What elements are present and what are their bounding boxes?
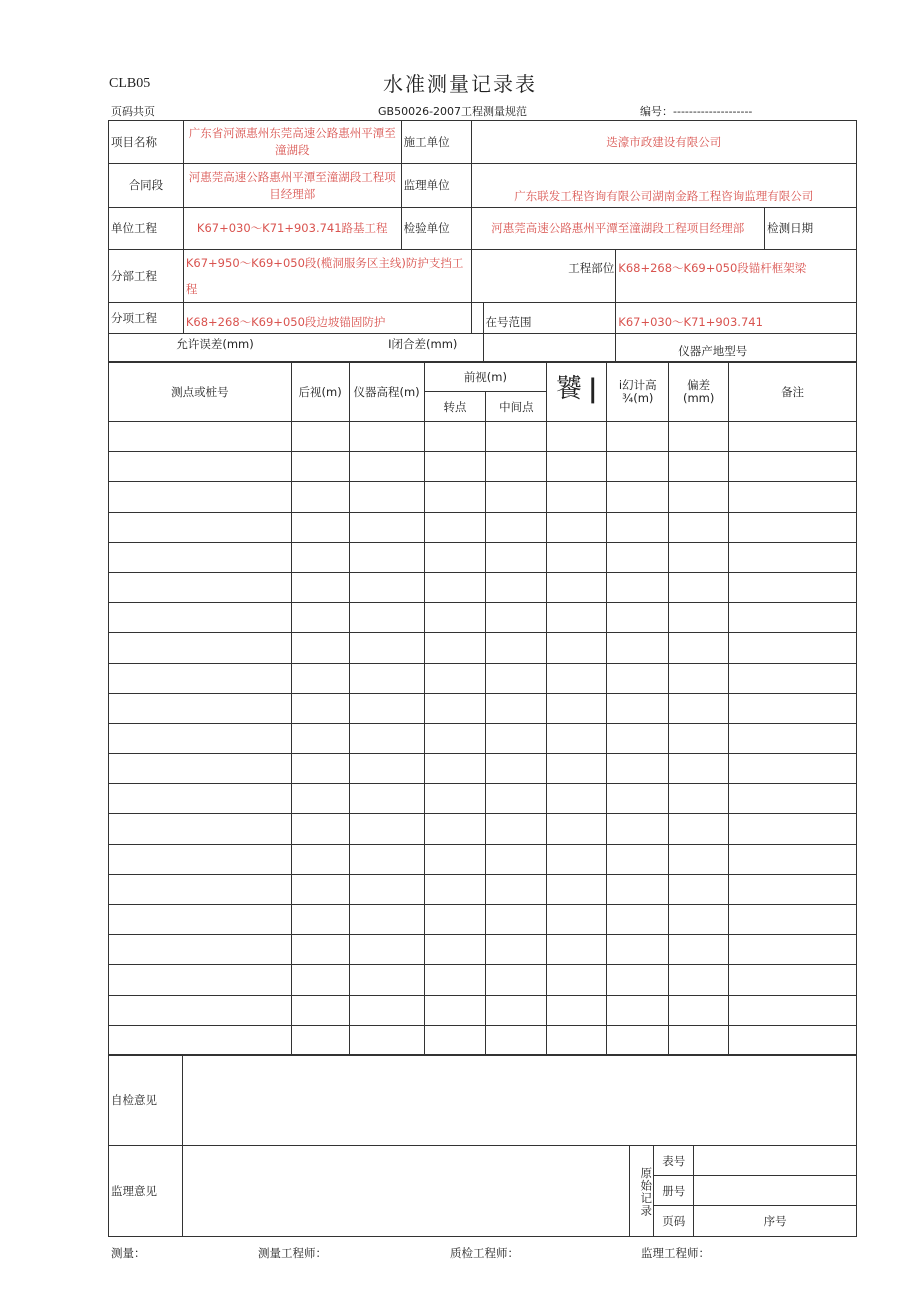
table-cell[interactable] bbox=[349, 874, 424, 904]
qc-engineer-signature: 质检工程师： bbox=[450, 1246, 519, 1260]
table-cell[interactable] bbox=[607, 784, 669, 814]
table-cell[interactable] bbox=[109, 995, 292, 1025]
table-cell[interactable] bbox=[729, 784, 857, 814]
supervision-opinion-value[interactable] bbox=[182, 1146, 629, 1237]
table-cell[interactable] bbox=[486, 965, 547, 995]
table-cell[interactable] bbox=[291, 935, 349, 965]
table-cell[interactable] bbox=[669, 935, 729, 965]
table-cell[interactable] bbox=[607, 542, 669, 572]
table-cell[interactable] bbox=[349, 633, 424, 663]
table-cell[interactable] bbox=[607, 844, 669, 874]
col-deviation: 偏差 (mm) bbox=[669, 362, 729, 422]
table-cell[interactable] bbox=[547, 452, 607, 482]
table-cell[interactable] bbox=[424, 995, 486, 1025]
table-cell[interactable] bbox=[607, 965, 669, 995]
col-remarks: 备注 bbox=[729, 362, 857, 422]
table-cell[interactable] bbox=[607, 482, 669, 512]
table-cell[interactable] bbox=[486, 935, 547, 965]
table-cell[interactable] bbox=[424, 693, 486, 723]
table-cell[interactable] bbox=[607, 452, 669, 482]
table-cell[interactable] bbox=[607, 603, 669, 633]
table-row bbox=[109, 603, 857, 633]
table-cell[interactable] bbox=[729, 512, 857, 542]
table-cell[interactable] bbox=[729, 754, 857, 784]
station-range-label: 在号范围 bbox=[483, 303, 616, 334]
info-table bbox=[108, 120, 857, 363]
table-cell[interactable] bbox=[291, 844, 349, 874]
table-cell[interactable] bbox=[669, 603, 729, 633]
table-cell[interactable] bbox=[669, 693, 729, 723]
table-cell[interactable] bbox=[349, 995, 424, 1025]
form-number bbox=[640, 103, 752, 119]
table-cell[interactable] bbox=[729, 452, 857, 482]
table-cell[interactable] bbox=[607, 422, 669, 452]
table-cell[interactable] bbox=[291, 422, 349, 452]
table-cell[interactable] bbox=[729, 633, 857, 663]
table-row bbox=[109, 844, 857, 874]
table-cell[interactable] bbox=[547, 754, 607, 784]
table-cell[interactable] bbox=[109, 723, 292, 753]
table-cell[interactable] bbox=[424, 482, 486, 512]
table-cell[interactable] bbox=[547, 512, 607, 542]
table-row bbox=[109, 512, 857, 542]
table-cell[interactable] bbox=[547, 603, 607, 633]
location-value[interactable]: K68+268～K69+050段锚杆框架梁 bbox=[616, 250, 857, 303]
closure-error-label: I闭合差(mm) bbox=[401, 334, 483, 363]
table-cell[interactable] bbox=[486, 603, 547, 633]
table-cell[interactable] bbox=[486, 723, 547, 753]
table-cell[interactable] bbox=[729, 995, 857, 1025]
table-cell[interactable] bbox=[729, 1025, 857, 1055]
table-cell[interactable] bbox=[349, 693, 424, 723]
table-cell[interactable] bbox=[291, 965, 349, 995]
table-cell[interactable] bbox=[729, 905, 857, 935]
inspection-unit-label: 检验单位 bbox=[401, 208, 471, 250]
table-cell[interactable] bbox=[669, 995, 729, 1025]
table-cell[interactable] bbox=[424, 754, 486, 784]
table-cell[interactable] bbox=[349, 1025, 424, 1055]
table-cell[interactable] bbox=[669, 572, 729, 602]
table-row bbox=[109, 995, 857, 1025]
table-cell[interactable] bbox=[729, 723, 857, 753]
table-cell[interactable] bbox=[729, 482, 857, 512]
table-row bbox=[109, 874, 857, 904]
table-cell[interactable] bbox=[729, 422, 857, 452]
table-cell[interactable] bbox=[349, 422, 424, 452]
table-cell[interactable] bbox=[291, 905, 349, 935]
table-cell[interactable] bbox=[291, 723, 349, 753]
table-cell[interactable] bbox=[607, 874, 669, 904]
table-cell[interactable] bbox=[669, 1025, 729, 1055]
table-cell[interactable] bbox=[291, 512, 349, 542]
table-cell[interactable] bbox=[547, 935, 607, 965]
table-cell[interactable] bbox=[486, 572, 547, 602]
table-cell[interactable] bbox=[547, 874, 607, 904]
table-cell[interactable] bbox=[349, 814, 424, 844]
standard-reference: GB50026-2007工程测量规范 bbox=[378, 105, 528, 118]
table-cell[interactable] bbox=[349, 603, 424, 633]
table-cell[interactable] bbox=[291, 452, 349, 482]
table-cell[interactable] bbox=[109, 572, 292, 602]
table-cell[interactable] bbox=[486, 482, 547, 512]
table-cell[interactable] bbox=[424, 633, 486, 663]
col-backsight: 后视(m) bbox=[291, 362, 349, 422]
table-cell[interactable] bbox=[424, 603, 486, 633]
table-cell[interactable] bbox=[547, 784, 607, 814]
survey-engineer-signature: 测量工程师： bbox=[258, 1246, 327, 1260]
table-row bbox=[109, 452, 857, 482]
table-cell[interactable] bbox=[486, 995, 547, 1025]
table-cell[interactable] bbox=[547, 422, 607, 452]
table-cell[interactable] bbox=[349, 572, 424, 602]
seq-label: 序号 bbox=[694, 1206, 857, 1237]
table-cell[interactable] bbox=[547, 844, 607, 874]
inspection-date-label: 检测日期 bbox=[765, 208, 857, 250]
table-cell[interactable] bbox=[291, 693, 349, 723]
table-cell[interactable] bbox=[486, 693, 547, 723]
supervision-unit-label: 监理单位 bbox=[401, 164, 471, 208]
contract-label: 合同段 bbox=[109, 164, 184, 208]
table-cell[interactable] bbox=[349, 935, 424, 965]
table-cell[interactable] bbox=[547, 995, 607, 1025]
table-cell[interactable] bbox=[109, 633, 292, 663]
table-cell[interactable] bbox=[109, 905, 292, 935]
table-cell[interactable] bbox=[291, 482, 349, 512]
table-cell[interactable] bbox=[486, 814, 547, 844]
table-cell[interactable] bbox=[486, 874, 547, 904]
table-cell[interactable] bbox=[424, 1025, 486, 1055]
table-cell[interactable] bbox=[291, 572, 349, 602]
table-cell[interactable] bbox=[729, 935, 857, 965]
measurement-table bbox=[108, 361, 857, 1056]
table-cell[interactable] bbox=[729, 663, 857, 693]
table-row bbox=[109, 422, 857, 452]
table-cell[interactable] bbox=[291, 784, 349, 814]
subitem-value[interactable]: K68+268～K69+050段边坡锚固防护 bbox=[183, 303, 471, 334]
table-row bbox=[109, 754, 857, 784]
table-cell[interactable] bbox=[291, 1025, 349, 1055]
unit-project-value[interactable]: K67+030～K71+903.741路基工程 bbox=[183, 208, 401, 250]
table-cell[interactable] bbox=[669, 965, 729, 995]
table-cell[interactable] bbox=[349, 754, 424, 784]
table-cell[interactable] bbox=[291, 633, 349, 663]
table-cell[interactable] bbox=[109, 844, 292, 874]
table-cell[interactable] bbox=[349, 723, 424, 753]
table-cell[interactable] bbox=[486, 512, 547, 542]
page-info: 页码共页 bbox=[111, 105, 155, 118]
supervision-unit-value[interactable]: 广东联发工程咨询有限公司湖南金路工程咨询监理有限公司 bbox=[471, 164, 856, 208]
project-name-value[interactable]: 广东省河源惠州东莞高速公路惠州平潭至潼湖段 bbox=[183, 121, 401, 164]
table-cell[interactable] bbox=[547, 482, 607, 512]
opinion-table bbox=[108, 1054, 857, 1237]
table-cell[interactable] bbox=[607, 754, 669, 784]
table-cell[interactable] bbox=[729, 874, 857, 904]
table-cell[interactable] bbox=[669, 422, 729, 452]
table-cell[interactable] bbox=[486, 844, 547, 874]
table-cell[interactable] bbox=[547, 542, 607, 572]
table-row bbox=[109, 542, 857, 572]
table-cell[interactable] bbox=[291, 542, 349, 572]
allowed-error-label: 允许误差(mm) bbox=[109, 334, 402, 363]
table-cell[interactable] bbox=[291, 814, 349, 844]
table-cell[interactable] bbox=[424, 452, 486, 482]
table-cell[interactable] bbox=[349, 542, 424, 572]
table-row bbox=[109, 814, 857, 844]
table-cell[interactable] bbox=[109, 482, 292, 512]
table-cell[interactable] bbox=[669, 542, 729, 572]
table-cell[interactable] bbox=[109, 935, 292, 965]
table-cell[interactable] bbox=[607, 1025, 669, 1055]
table-cell[interactable] bbox=[669, 814, 729, 844]
table-cell[interactable] bbox=[349, 452, 424, 482]
table-cell[interactable] bbox=[424, 784, 486, 814]
table-cell[interactable] bbox=[109, 965, 292, 995]
table-cell[interactable] bbox=[547, 814, 607, 844]
table-cell[interactable] bbox=[729, 693, 857, 723]
table-cell[interactable] bbox=[729, 965, 857, 995]
table-cell[interactable] bbox=[424, 905, 486, 935]
table-cell[interactable] bbox=[349, 784, 424, 814]
table-cell[interactable] bbox=[424, 844, 486, 874]
table-row bbox=[109, 482, 857, 512]
col-design-height: i幻计高 ¾(m) bbox=[607, 362, 669, 422]
table-cell[interactable] bbox=[669, 663, 729, 693]
table-cell[interactable] bbox=[729, 542, 857, 572]
project-name-label: 项目名称 bbox=[109, 121, 184, 164]
page-label: 页码 bbox=[654, 1206, 694, 1237]
table-cell[interactable] bbox=[109, 452, 292, 482]
table-cell[interactable] bbox=[109, 754, 292, 784]
location-label: 工程部位 bbox=[471, 250, 616, 303]
table-cell[interactable] bbox=[424, 814, 486, 844]
surveyor-signature: 测量： bbox=[111, 1246, 146, 1260]
table-cell[interactable] bbox=[349, 844, 424, 874]
table-row bbox=[109, 693, 857, 723]
instrument-label: 仪器产地型号 bbox=[616, 334, 857, 363]
table-cell[interactable] bbox=[486, 754, 547, 784]
table-row bbox=[109, 1025, 857, 1055]
station-range-value[interactable]: K67+030～K71+903.741 bbox=[616, 303, 857, 334]
table-cell[interactable] bbox=[109, 784, 292, 814]
table-cell[interactable] bbox=[607, 723, 669, 753]
table-cell[interactable] bbox=[109, 1025, 292, 1055]
table-row bbox=[109, 965, 857, 995]
table-cell[interactable] bbox=[349, 512, 424, 542]
table-row bbox=[109, 572, 857, 602]
table-cell[interactable] bbox=[349, 965, 424, 995]
table-cell[interactable] bbox=[669, 482, 729, 512]
table-cell[interactable] bbox=[669, 874, 729, 904]
table-cell[interactable] bbox=[607, 633, 669, 663]
table-cell[interactable] bbox=[486, 633, 547, 663]
table-cell[interactable] bbox=[109, 422, 292, 452]
table-cell[interactable] bbox=[547, 1025, 607, 1055]
table-cell[interactable] bbox=[486, 784, 547, 814]
col-foresight: 前视(m) bbox=[424, 362, 547, 392]
table-cell[interactable] bbox=[291, 663, 349, 693]
table-cell[interactable] bbox=[669, 452, 729, 482]
page-title: 水准测量记录表 bbox=[383, 72, 537, 96]
self-check-value[interactable] bbox=[182, 1055, 856, 1146]
table-cell[interactable] bbox=[607, 512, 669, 542]
data-rows bbox=[109, 422, 857, 1056]
spacer-cell bbox=[471, 303, 483, 334]
table-cell[interactable] bbox=[109, 542, 292, 572]
division-value[interactable]: K67+950～K69+050段(榄洞服务区主线)防护支挡工程 bbox=[183, 250, 471, 303]
form-no-label: 表号 bbox=[654, 1146, 694, 1176]
self-check-label: 自检意见 bbox=[109, 1055, 183, 1146]
table-row bbox=[109, 663, 857, 693]
table-cell[interactable] bbox=[669, 784, 729, 814]
table-cell[interactable] bbox=[729, 572, 857, 602]
form-code: CLB05 bbox=[109, 76, 151, 91]
table-cell[interactable] bbox=[291, 603, 349, 633]
table-cell[interactable] bbox=[486, 452, 547, 482]
table-cell[interactable] bbox=[291, 995, 349, 1025]
table-cell[interactable] bbox=[424, 512, 486, 542]
table-cell[interactable] bbox=[607, 693, 669, 723]
supervision-opinion-label: 监理意见 bbox=[109, 1146, 183, 1237]
table-cell[interactable] bbox=[109, 874, 292, 904]
table-cell[interactable] bbox=[669, 754, 729, 784]
table-cell[interactable] bbox=[291, 754, 349, 784]
table-cell[interactable] bbox=[486, 663, 547, 693]
table-cell[interactable] bbox=[424, 542, 486, 572]
inspection-unit-value[interactable]: 河惠莞高速公路惠州平潭至潼湖段工程项目经理部 bbox=[471, 208, 765, 250]
table-cell[interactable] bbox=[424, 965, 486, 995]
col-intermediate-point: 中间点 bbox=[486, 392, 547, 422]
table-row bbox=[109, 935, 857, 965]
table-cell[interactable] bbox=[547, 723, 607, 753]
table-cell[interactable] bbox=[729, 844, 857, 874]
unit-project-label: 单位工程 bbox=[109, 208, 184, 250]
table-cell[interactable] bbox=[607, 572, 669, 602]
col-glyph: 饕 | bbox=[547, 362, 607, 422]
book-no-label: 册号 bbox=[654, 1176, 694, 1206]
table-cell[interactable] bbox=[729, 603, 857, 633]
table-cell[interactable] bbox=[669, 905, 729, 935]
table-cell[interactable] bbox=[424, 572, 486, 602]
table-cell[interactable] bbox=[486, 905, 547, 935]
form-number-value: -------------------- bbox=[673, 105, 753, 118]
col-point: 测点或桩号 bbox=[109, 362, 292, 422]
book-no-value[interactable] bbox=[694, 1176, 857, 1206]
table-cell[interactable] bbox=[729, 814, 857, 844]
table-cell[interactable] bbox=[607, 995, 669, 1025]
table-cell[interactable] bbox=[669, 633, 729, 663]
table-cell[interactable] bbox=[486, 1025, 547, 1055]
col-turning-point: 转点 bbox=[424, 392, 486, 422]
table-cell[interactable] bbox=[349, 482, 424, 512]
table-cell[interactable] bbox=[109, 603, 292, 633]
table-cell[interactable] bbox=[547, 965, 607, 995]
table-cell[interactable] bbox=[424, 422, 486, 452]
table-cell[interactable] bbox=[291, 874, 349, 904]
table-row bbox=[109, 905, 857, 935]
construction-unit-value[interactable]: 迭濠市政建设有限公司 bbox=[471, 121, 856, 164]
supervising-engineer-signature: 监理工程师： bbox=[641, 1246, 710, 1260]
subitem-label: 分项工程 bbox=[109, 303, 184, 334]
closure-error-value[interactable] bbox=[483, 334, 616, 363]
contract-value[interactable]: 河惠莞高速公路惠州平潭至潼湖段工程项目经理部 bbox=[183, 164, 401, 208]
table-row bbox=[109, 723, 857, 753]
table-cell[interactable] bbox=[486, 422, 547, 452]
table-cell[interactable] bbox=[547, 572, 607, 602]
original-record-label: 原始记录 bbox=[630, 1146, 654, 1237]
table-cell[interactable] bbox=[669, 512, 729, 542]
form-no-value[interactable] bbox=[694, 1146, 857, 1176]
table-cell[interactable] bbox=[547, 905, 607, 935]
table-cell[interactable] bbox=[486, 542, 547, 572]
table-cell[interactable] bbox=[424, 663, 486, 693]
division-label: 分部工程 bbox=[109, 250, 184, 303]
col-instrument-height: 仪器高程(m) bbox=[349, 362, 424, 422]
table-cell[interactable] bbox=[607, 663, 669, 693]
table-cell[interactable] bbox=[547, 693, 607, 723]
table-cell[interactable] bbox=[607, 905, 669, 935]
table-cell[interactable] bbox=[109, 814, 292, 844]
table-row bbox=[109, 633, 857, 663]
table-cell[interactable] bbox=[424, 874, 486, 904]
table-cell[interactable] bbox=[109, 663, 292, 693]
table-cell[interactable] bbox=[547, 663, 607, 693]
table-cell[interactable] bbox=[607, 935, 669, 965]
table-cell[interactable] bbox=[424, 935, 486, 965]
table-cell[interactable] bbox=[669, 723, 729, 753]
table-cell[interactable] bbox=[607, 814, 669, 844]
table-cell[interactable] bbox=[109, 512, 292, 542]
form-number-label: 编号： bbox=[640, 105, 673, 118]
table-row bbox=[109, 784, 857, 814]
construction-unit-label: 施工单位 bbox=[401, 121, 471, 164]
table-cell[interactable] bbox=[669, 844, 729, 874]
table-cell[interactable] bbox=[424, 723, 486, 753]
table-cell[interactable] bbox=[349, 663, 424, 693]
table-cell[interactable] bbox=[109, 693, 292, 723]
table-cell[interactable] bbox=[547, 633, 607, 663]
table-cell[interactable] bbox=[349, 905, 424, 935]
